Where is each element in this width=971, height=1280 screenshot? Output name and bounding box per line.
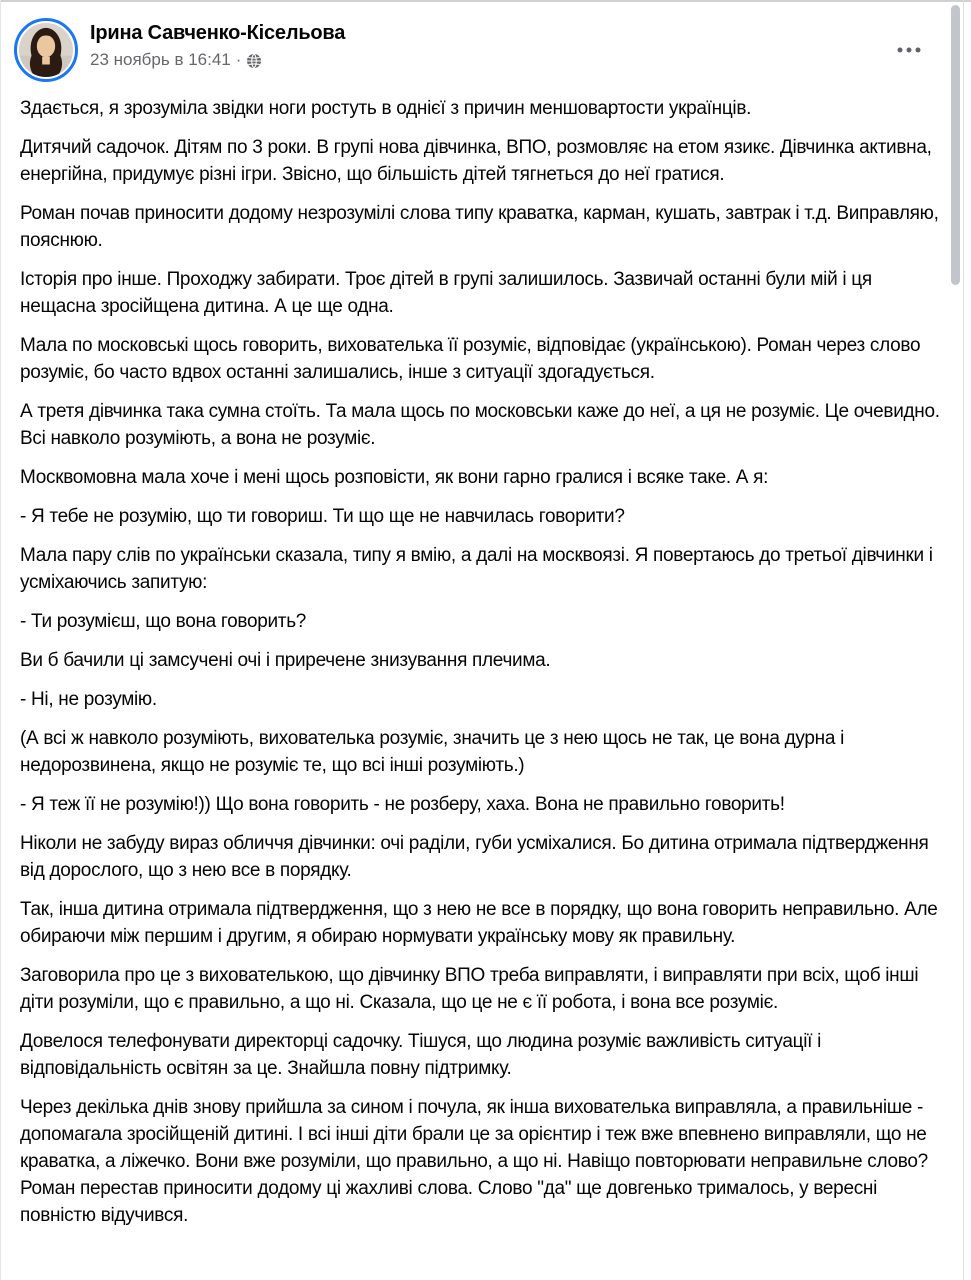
post-header <box>0 2 971 93</box>
post-paragraph: Здається, я зрозуміла звідки ноги ростуть в однієї з причин меншовартости українців. <box>20 98 752 119</box>
left-border <box>0 0 1 1280</box>
avatar[interactable] <box>14 18 78 82</box>
post-paragraph: Дитячий садочок. Дітям по 3 роки. В групі нова дівчинка, ВПО, розмовляє на етом язикє. Дівчинка активна, енергійна, придумує різні ігри. Звісно, що більшість дітей тягнеться до неї гратися. <box>20 137 932 185</box>
more-options-button[interactable] <box>892 36 926 60</box>
post-paragraph: - Ти розумієш, що вона говорить? <box>20 611 307 632</box>
post-paragraph: - Я тебе не розумію, що ти говориш. Ти що ще не навчилась говорити? <box>20 506 625 527</box>
scrollbar-thumb[interactable] <box>951 5 960 285</box>
author-name[interactable]: Ірина Савченко-Кісельова <box>90 22 346 44</box>
post-paragraph: Москвомовна мала хоче і мені щось розповісти, як вони гарно гралися і всяке таке. А я: <box>20 467 769 488</box>
post-paragraph: Ви б бачили ці замсучені очі і приречене знизування плечима. <box>20 650 551 671</box>
post-paragraph: А третя дівчинка така сумна стоїть. Та мала щось по московськи каже до неї, а ця не розуміє. Це очевидно. Всі навколо розуміють, а вона не розуміє. <box>20 401 940 449</box>
post-paragraph: Історія про інше. Проходжу забирати. Троє дітей в групі залишилось. Зазвичай останні були мій і ця нещасна зросійщена дитина. А це ще одна. <box>20 269 872 317</box>
post-paragraph: Ніколи не забуду вираз обличчя дівчинки: очі раділи, губи усміхалися. Бо дитина отримала підтвердження від дорослого, що з нею все в порядку. <box>20 833 929 881</box>
post-paragraph: (А всі ж навколо розуміють, вихователька розуміє, значить це з нею щось не так, це вона дурна і недорозвинена, якщо не розуміє те, що всі інші розуміють.) <box>20 728 844 776</box>
post-paragraph: - Я теж її не розумію!)) Що вона говорить - не розберу, хаха. Вона не правильно говорить! <box>20 794 785 815</box>
post-paragraph: Мала пару слів по українськи сказала, типу я вмію, а далі на москвоязі. Я повертаюсь до третьої дівчинки і усміхаючись запитую: <box>20 545 933 593</box>
header-text <box>90 18 345 70</box>
three-dots-icon <box>897 41 921 56</box>
profile-photo-icon <box>19 23 73 77</box>
post-paragraph: Роман почав приносити додому незрозумілі слова типу краватка, карман, кушать, завтрак і т.д. Виправляю, пояснюю. <box>20 203 939 251</box>
globe-icon <box>246 53 262 69</box>
post-paragraph: Так, інша дитина отримала підтвердження, що з нею не все в порядку, що вона говорить неправильно. Але обираючи між першим і другим, я обираю нормувати українську мову як правильну. <box>20 899 938 947</box>
post-timestamp[interactable]: 23 ноябрь в 16:41 <box>90 50 231 69</box>
post-paragraph: Заговорила про це з вихователькою, що дівчинку ВПО треба виправляти, і виправляти при всіх, щоб інші діти розуміли, що є правильно, а що ні. Сказала, що це не є її робота, і вона все розуміє. <box>20 965 919 1013</box>
post-paragraph: Мала по московські щось говорить, вихователька її розуміє, відповідає (українською). Роман через слово розуміє, бо часто вдвох останні залишались, інше з ситуації здогадується. <box>20 335 921 383</box>
post-paragraph: Через декілька днів знову прийшла за сином і почула, як інша вихователька виправляла, а правильніше - допомагала зросійщеній дитині. І всі інші діти брали це за орієнтир і теж вже впевнено виправляли, що не краватка, а ліжечко. Вони вже розуміли, що правильно, а що ні. Навіщо повторювати неправильне слово? Роман перестав приносити додому ці жахливі слова. Слово "да" ще довгенько трималось, у вересні повністю відучився. <box>20 1097 928 1226</box>
post-text <box>0 93 971 1229</box>
post-meta <box>90 50 345 70</box>
post-paragraph: Довелося телефонувати директорці садочку. Тішуся, що людина розуміє важливість ситуації і відповідальність освітян за це. Знайшла повну підтримку. <box>20 1031 822 1079</box>
right-border <box>963 0 964 1280</box>
post-paragraph: - Ні, не розумію. <box>20 689 157 710</box>
meta-separator: · <box>235 50 242 69</box>
